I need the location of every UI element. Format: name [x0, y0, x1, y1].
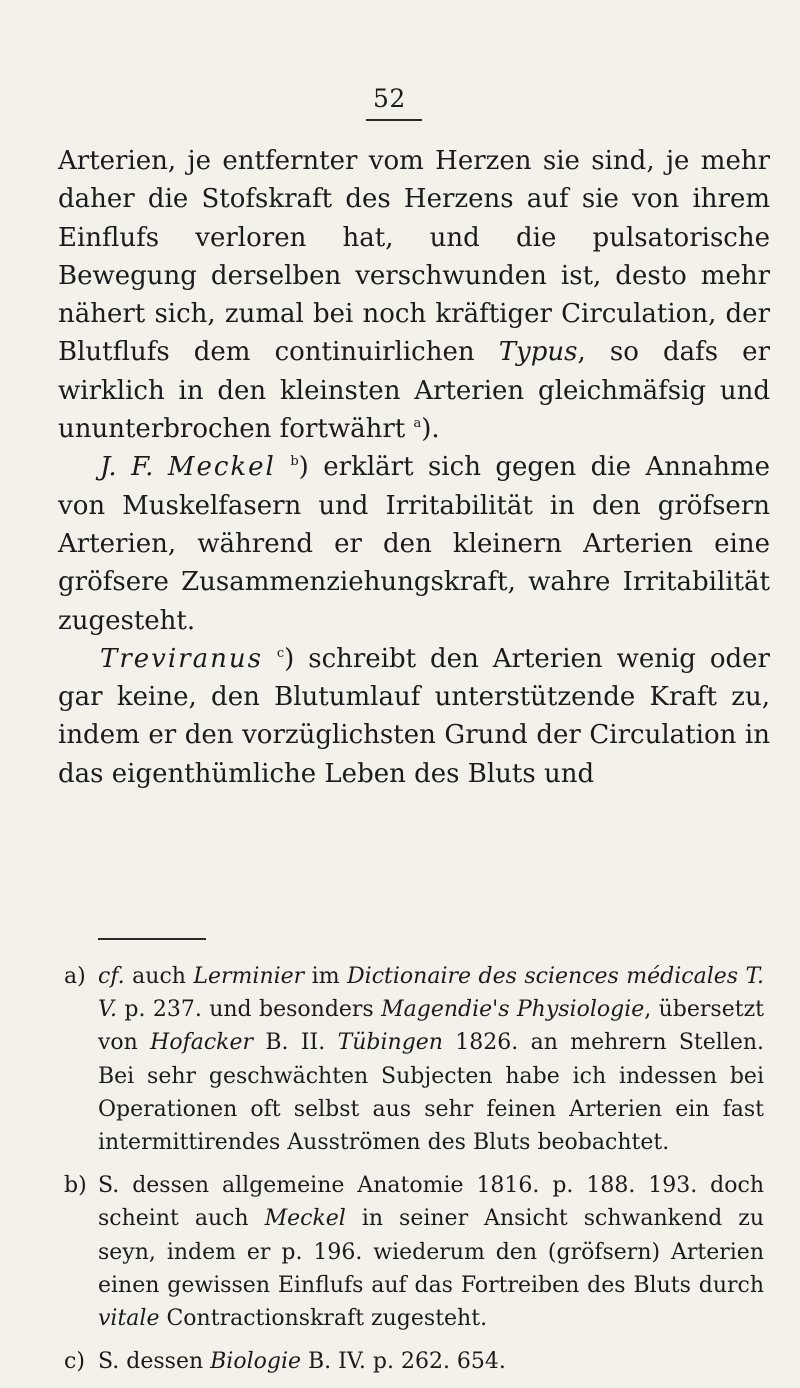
paragraph-2-author-initials: J. F.: [100, 452, 154, 483]
paragraph-1-text-1: Arterien, je entfernter vom Herzen sie sind, je mehr daher die Stofskraft des Herzens auf sie von ihrem Einflufs verloren hat, und die pulsatorische Bewegung derselben verschwunden ist, desto mehr nähert sich, zumal bei noch kräftiger Circulation, der Blutflufs dem continuirlichen: [58, 146, 770, 368]
footnote-a-text-6: 1826. an mehrern Stellen. Bei sehr geschwächten Subjecten habe ich indessen bei Operationen oft selbst aus sehr feinen Arterien ein fast intermittirendes Ausströmen des Bluts beobachtet.: [98, 1030, 765, 1156]
paragraph-3: [58, 640, 770, 793]
footnote-a-text-3: p. 237. und besonders: [117, 997, 382, 1023]
footnote-c-mark: c): [64, 1349, 85, 1375]
footnote-a-text-4: , übersetzt von: [98, 997, 764, 1056]
footnote-b-meckel: Meckel: [264, 1206, 346, 1232]
footnote-c-text-1: S. dessen: [98, 1349, 211, 1375]
footnote-c-biologie: Biologie: [210, 1349, 302, 1375]
footnote-a-cf: cf.: [98, 964, 125, 989]
footnote-a-hofacker: Hofacker: [150, 1030, 254, 1056]
footnote-a-text-1: auch: [124, 964, 194, 989]
paragraph-2: [58, 448, 770, 639]
paragraph-1-text-2: , so dafs er wirklich in den kleinsten Arterien gleichmäfsig und ununterbrochen fortwährt: [58, 337, 770, 445]
footnote-c-text: [98, 1345, 764, 1378]
main-text: [58, 142, 770, 793]
footnote-b-text-2: in seiner Ansicht schwankend zu seyn, indem er p. 196. wiederum den (gröfsern) Arterien einen gewissen Einflufs auf das Fortreiben des Bluts durch: [98, 1206, 764, 1298]
paragraph-3-text: ) schreibt den Arterien wenig oder gar keine, den Blutumlauf unterstützende Kraft zu, indem er den vorzüglichsten Grund der Circulation in das eigenthümliche Leben des Bluts und: [58, 643, 770, 789]
footnote-a-text-2: im: [304, 964, 348, 989]
footnote-a-magendie: Magendie's Physiologie: [381, 997, 645, 1023]
footnote-a-lerminier: Lerminier: [193, 964, 305, 989]
paragraph-3-author: Treviranus: [100, 643, 263, 674]
footnote-ref-a: a: [413, 416, 422, 432]
footnote-c-text-2: B. IV. p. 262. 654.: [301, 1349, 506, 1375]
footnote-b-mark: b): [64, 1173, 87, 1199]
footnote-a: [64, 960, 764, 1159]
footnote-ref-c: c: [276, 645, 285, 661]
footnote-a-text: [98, 960, 764, 1159]
footnote-separator: [98, 938, 206, 940]
footnote-a-text-5: B. II.: [253, 1030, 338, 1056]
paragraph-1-typus: Typus: [498, 337, 578, 368]
paragraph-2-text: ) erklärt sich gegen die Annahme von Muskelfasern und Irritabilität in den gröfsern Arterien, während er den kleinern Arterien eine gröfsere Zusammenziehungskraft, wahre Irritabilität zugesteht.: [58, 452, 770, 636]
footnote-b: [64, 1169, 764, 1335]
paragraph-2-author: Meckel: [167, 452, 276, 483]
footnote-a-mark: a): [64, 964, 86, 989]
footnote-a-dictionaire: Dictionaire des sciences médicales T. V.: [98, 964, 764, 1023]
page-number: 52: [373, 84, 406, 113]
footnote-c: [64, 1345, 764, 1378]
footnote-b-text-3: Contractionskraft zugesteht.: [159, 1306, 488, 1332]
page-number-underline: [366, 119, 422, 121]
paragraph-1-text-3: ).: [421, 414, 440, 445]
footnotes: [64, 960, 764, 1388]
paragraph-1: [58, 142, 770, 448]
footnote-b-text: [98, 1169, 764, 1335]
footnote-b-text-1: S. dessen allgemeine Anatomie 1816. p. 188. 193. doch scheint auch: [98, 1173, 764, 1232]
footnote-ref-b: b: [290, 454, 299, 470]
footnote-a-tuebingen: Tübingen: [337, 1030, 443, 1056]
footnote-b-vitale: vitale: [98, 1306, 160, 1332]
